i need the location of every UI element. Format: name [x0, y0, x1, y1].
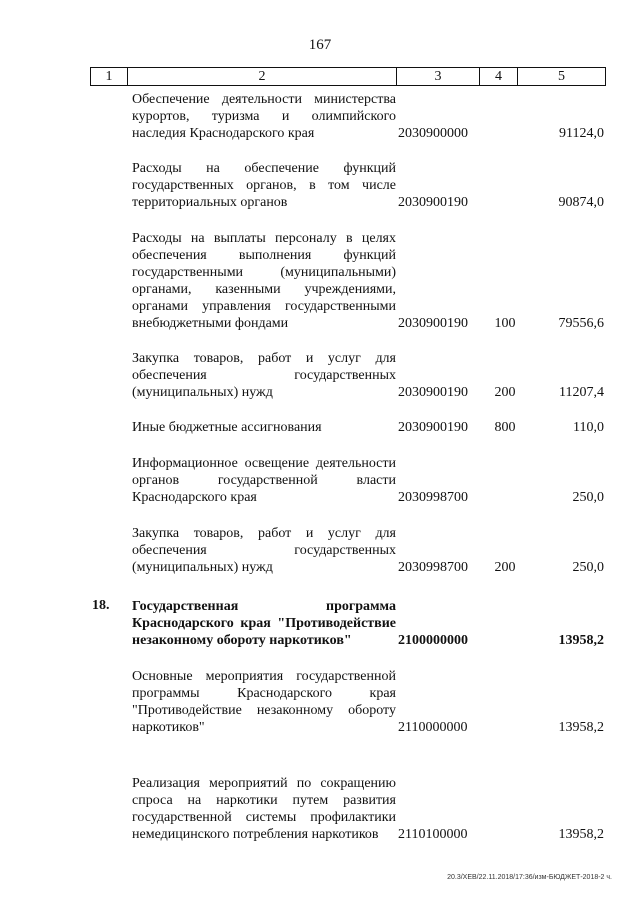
row-description: Информационное освещение деятельности органов государственной власти Краснодарского края [132, 456, 396, 505]
row-description: Государственная программа Краснодарского края "Противодействие незаконному обороту наркотиков" [132, 599, 396, 648]
table-row [0, 349, 640, 401]
row-code: 2030900190 [398, 195, 468, 210]
program-heading-row [0, 597, 640, 649]
row-code: 2030900190 [398, 385, 468, 400]
row-code: 2110100000 [398, 827, 468, 842]
row-amount: 13958,2 [558, 827, 604, 842]
table-row [0, 667, 640, 736]
row-amount: 79556,6 [558, 316, 604, 331]
row-expense-type: 200 [494, 560, 516, 575]
header-col-3: 3 [396, 68, 479, 85]
row-amount: 90874,0 [558, 195, 604, 210]
table-header [90, 67, 606, 86]
header-col-1: 1 [105, 69, 113, 84]
row-description: Расходы на выплаты персоналу в целях обеспечения выполнения функций государственными (муниципальными) органами, казенными учреждениями, органами управления государственными внебюджетными фондами [132, 231, 396, 331]
row-expense-type: 200 [494, 385, 516, 400]
row-code: 2030998700 [398, 490, 468, 505]
table-row [0, 756, 640, 843]
header-col-5: 5 [517, 68, 605, 85]
page-number: 167 [308, 37, 332, 53]
table-row [0, 228, 640, 332]
row-amount: 13958,2 [558, 720, 604, 735]
header-col-4: 4 [479, 68, 517, 85]
row-description: Закупка товаров, работ и услуг для обеспечения государственных (муниципальных) нужд [132, 526, 396, 575]
row-code: 2030900000 [398, 126, 468, 141]
row-amount: 11207,4 [559, 385, 604, 400]
row-code: 2030900190 [398, 420, 468, 435]
table-row [0, 454, 640, 506]
row-description: Иные бюджетные ассигнования [132, 420, 322, 435]
row-code: 2030998700 [398, 560, 468, 575]
row-amount: 250,0 [572, 560, 604, 575]
row-amount: 250,0 [572, 490, 604, 505]
row-expense-type: 800 [494, 420, 516, 435]
row-amount: 13958,2 [558, 633, 604, 648]
document-footer-stamp: 20.3/ХЕВ/22.11.2018/17:36/изм-БЮДЖЕТ-2018-2 ч. [447, 874, 612, 881]
table-row [0, 90, 640, 142]
row-code: 2100000000 [398, 633, 468, 648]
row-description: Закупка товаров, работ и услуг для обеспечения государственных (муниципальных) нужд [132, 351, 396, 400]
row-number: 18. [92, 598, 110, 613]
row-description: Основные мероприятия государственной программы Краснодарского края "Противодействие незаконному обороту наркотиков" [132, 669, 396, 735]
table-row [0, 418, 640, 436]
header-col-2: 2 [127, 68, 396, 85]
row-code: 2030900190 [398, 316, 468, 331]
row-code: 2110000000 [398, 720, 468, 735]
row-description: Реализация мероприятий по сокращению спроса на наркотики путем развития государственной системы профилактики немедицинского потребления наркотиков [132, 776, 396, 842]
table-row [0, 524, 640, 576]
table-row [0, 159, 640, 211]
row-amount: 110,0 [573, 420, 604, 435]
row-expense-type: 100 [494, 316, 516, 331]
row-description: Обеспечение деятельности министерства курортов, туризма и олимпийского наследия Краснодарского края [132, 92, 396, 141]
row-amount: 91124,0 [559, 126, 604, 141]
row-description: Расходы на обеспечение функций государственных органов, в том числе территориальных органов [132, 161, 396, 210]
